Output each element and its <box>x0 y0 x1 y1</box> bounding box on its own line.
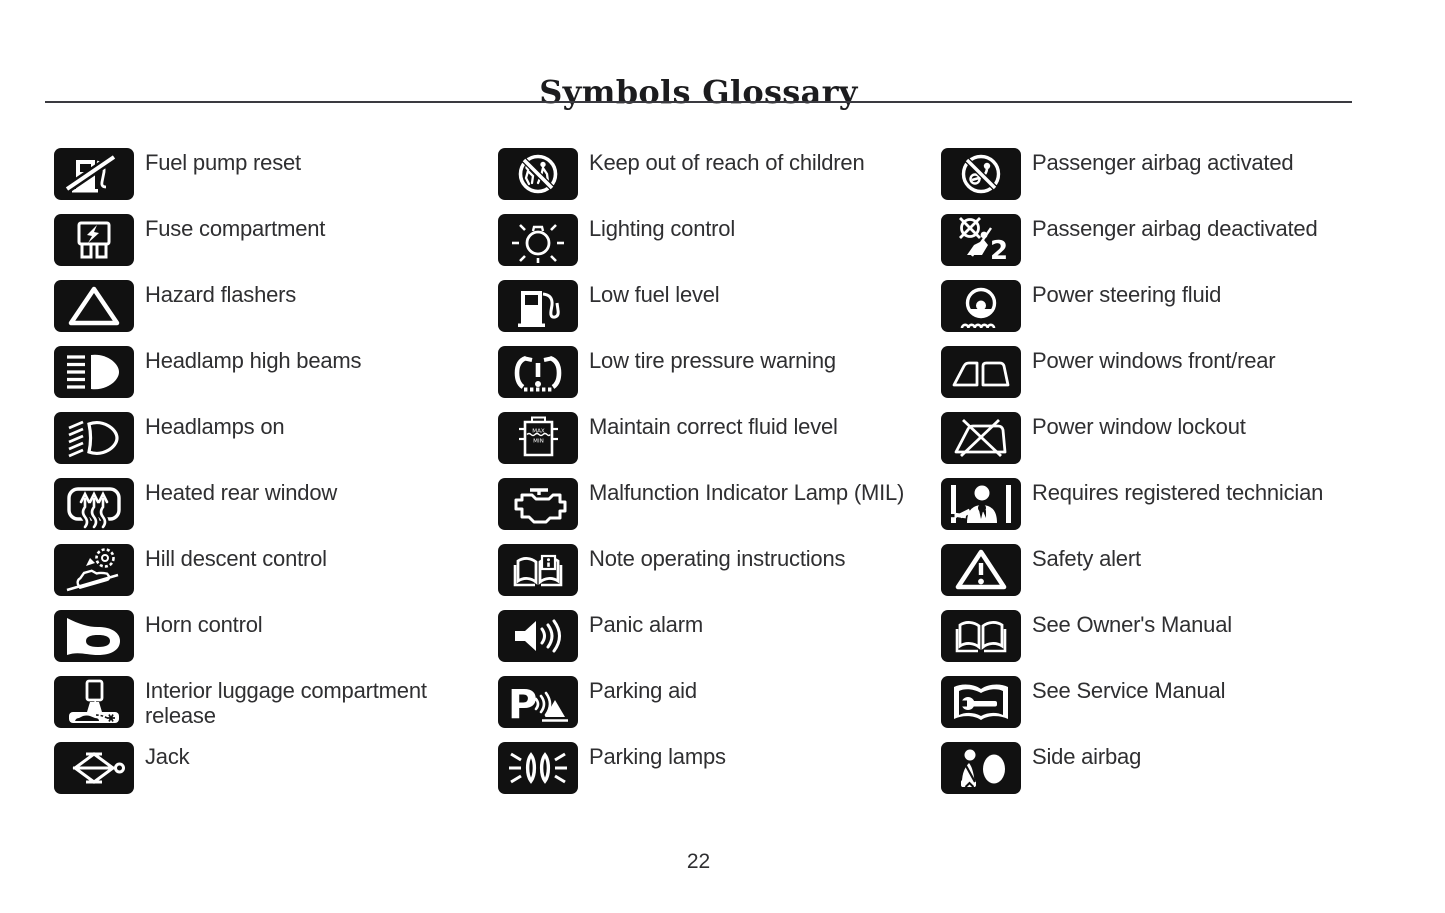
item-label: Passenger airbag activated <box>1032 150 1294 175</box>
low-tire-pressure-warning-icon <box>498 346 578 398</box>
item-label: Note operating instructions <box>589 546 846 571</box>
requires-registered-technician-icon <box>941 478 1021 530</box>
glossary-item-see-owners-manual <box>941 610 1401 662</box>
note-operating-instructions-icon <box>498 544 578 596</box>
item-label: Maintain correct fluid level <box>589 414 838 439</box>
glossary-item-passenger-airbag-activated <box>941 148 1401 200</box>
hill-descent-control-icon <box>54 544 134 596</box>
item-label: Requires registered technician <box>1032 480 1324 505</box>
glossary-item-fuse-compartment <box>54 214 454 266</box>
item-label: See Service Manual <box>1032 678 1226 703</box>
power-windows-front-rear-icon <box>941 346 1021 398</box>
horn-control-icon <box>54 610 134 662</box>
glossary-item-power-windows-front-rear <box>941 346 1401 398</box>
glossary-item-heated-rear-window <box>54 478 454 530</box>
item-label: Fuel pump reset <box>145 150 301 175</box>
headlamps-on-icon <box>54 412 134 464</box>
glossary-item-hill-descent-control <box>54 544 454 596</box>
glossary-item-note-operating-instructions <box>498 544 918 596</box>
glossary-item-low-tire-pressure-warning <box>498 346 918 398</box>
glossary-item-panic-alarm <box>498 610 918 662</box>
low-fuel-level-icon <box>498 280 578 332</box>
glossary-item-parking-lamps <box>498 742 918 794</box>
item-label: Malfunction Indicator Lamp (MIL) <box>589 480 905 505</box>
page-title: Symbols Glossary <box>539 73 858 112</box>
glossary-column-3 <box>941 148 1401 808</box>
item-label: Side airbag <box>1032 744 1142 769</box>
item-label: Headlamp high beams <box>145 348 362 373</box>
item-label: See Owner's Manual <box>1032 612 1232 637</box>
item-label: Parking lamps <box>589 744 726 769</box>
item-label: Interior luggage compartment release <box>145 678 427 728</box>
safety-alert-icon <box>941 544 1021 596</box>
glossary-item-maintain-correct-fluid-level <box>498 412 918 464</box>
glossary-item-power-window-lockout <box>941 412 1401 464</box>
lighting-control-icon <box>498 214 578 266</box>
side-airbag-icon <box>941 742 1021 794</box>
item-label: Power steering fluid <box>1032 282 1222 307</box>
item-label: Lighting control <box>589 216 736 241</box>
glossary-item-side-airbag <box>941 742 1401 794</box>
glossary-item-keep-out-of-reach-of-children <box>498 148 918 200</box>
parking-lamps-icon <box>498 742 578 794</box>
malfunction-indicator-lamp-icon <box>498 478 578 530</box>
headlamp-high-beams-icon <box>54 346 134 398</box>
power-window-lockout-icon <box>941 412 1021 464</box>
power-steering-fluid-icon <box>941 280 1021 332</box>
glossary-item-headlamps-on <box>54 412 454 464</box>
glossary-item-passenger-airbag-deactivated <box>941 214 1401 266</box>
item-label: Keep out of reach of children <box>589 150 865 175</box>
interior-luggage-compartment-release-icon <box>54 676 134 728</box>
item-label: Hill descent control <box>145 546 327 571</box>
item-label: Low tire pressure warning <box>589 348 836 373</box>
item-label: Heated rear window <box>145 480 338 505</box>
glossary-item-malfunction-indicator-lamp <box>498 478 918 530</box>
item-label: Hazard flashers <box>145 282 297 307</box>
glossary-item-safety-alert <box>941 544 1401 596</box>
glossary-column-2 <box>498 148 918 808</box>
jack-icon <box>54 742 134 794</box>
maintain-correct-fluid-level-icon <box>498 412 578 464</box>
item-label: Low fuel level <box>589 282 720 307</box>
page-number: 22 <box>686 850 711 873</box>
passenger-airbag-activated-icon <box>941 148 1021 200</box>
glossary-item-fuel-pump-reset <box>54 148 454 200</box>
glossary-item-power-steering-fluid <box>941 280 1401 332</box>
glossary-item-headlamp-high-beams <box>54 346 454 398</box>
glossary-item-horn-control <box>54 610 454 662</box>
title-rule <box>45 101 1352 103</box>
hazard-flashers-icon <box>54 280 134 332</box>
item-label: Safety alert <box>1032 546 1141 571</box>
item-label: Power window lockout <box>1032 414 1246 439</box>
glossary-item-hazard-flashers <box>54 280 454 332</box>
glossary-item-see-service-manual <box>941 676 1401 728</box>
glossary-item-requires-registered-technician <box>941 478 1401 530</box>
passenger-airbag-deactivated-icon <box>941 214 1021 266</box>
item-label: Power windows front/rear <box>1032 348 1276 373</box>
glossary-item-interior-luggage-compartment-release <box>54 676 454 728</box>
item-label: Parking aid <box>589 678 697 703</box>
fuse-compartment-icon <box>54 214 134 266</box>
panic-alarm-icon <box>498 610 578 662</box>
heated-rear-window-icon <box>54 478 134 530</box>
glossary-column-1 <box>54 148 454 808</box>
glossary-item-jack <box>54 742 454 794</box>
parking-aid-icon <box>498 676 578 728</box>
item-label: Jack <box>145 744 190 769</box>
item-label: Horn control <box>145 612 263 637</box>
glossary-item-lighting-control <box>498 214 918 266</box>
glossary-item-low-fuel-level <box>498 280 918 332</box>
fuel-pump-reset-icon <box>54 148 134 200</box>
item-label: Fuse compartment <box>145 216 326 241</box>
keep-out-of-reach-of-children-icon <box>498 148 578 200</box>
item-label: Panic alarm <box>589 612 703 637</box>
see-owners-manual-icon <box>941 610 1021 662</box>
item-label: Passenger airbag deactivated <box>1032 216 1318 241</box>
see-service-manual-icon <box>941 676 1021 728</box>
item-label: Headlamps on <box>145 414 285 439</box>
glossary-item-parking-aid <box>498 676 918 728</box>
